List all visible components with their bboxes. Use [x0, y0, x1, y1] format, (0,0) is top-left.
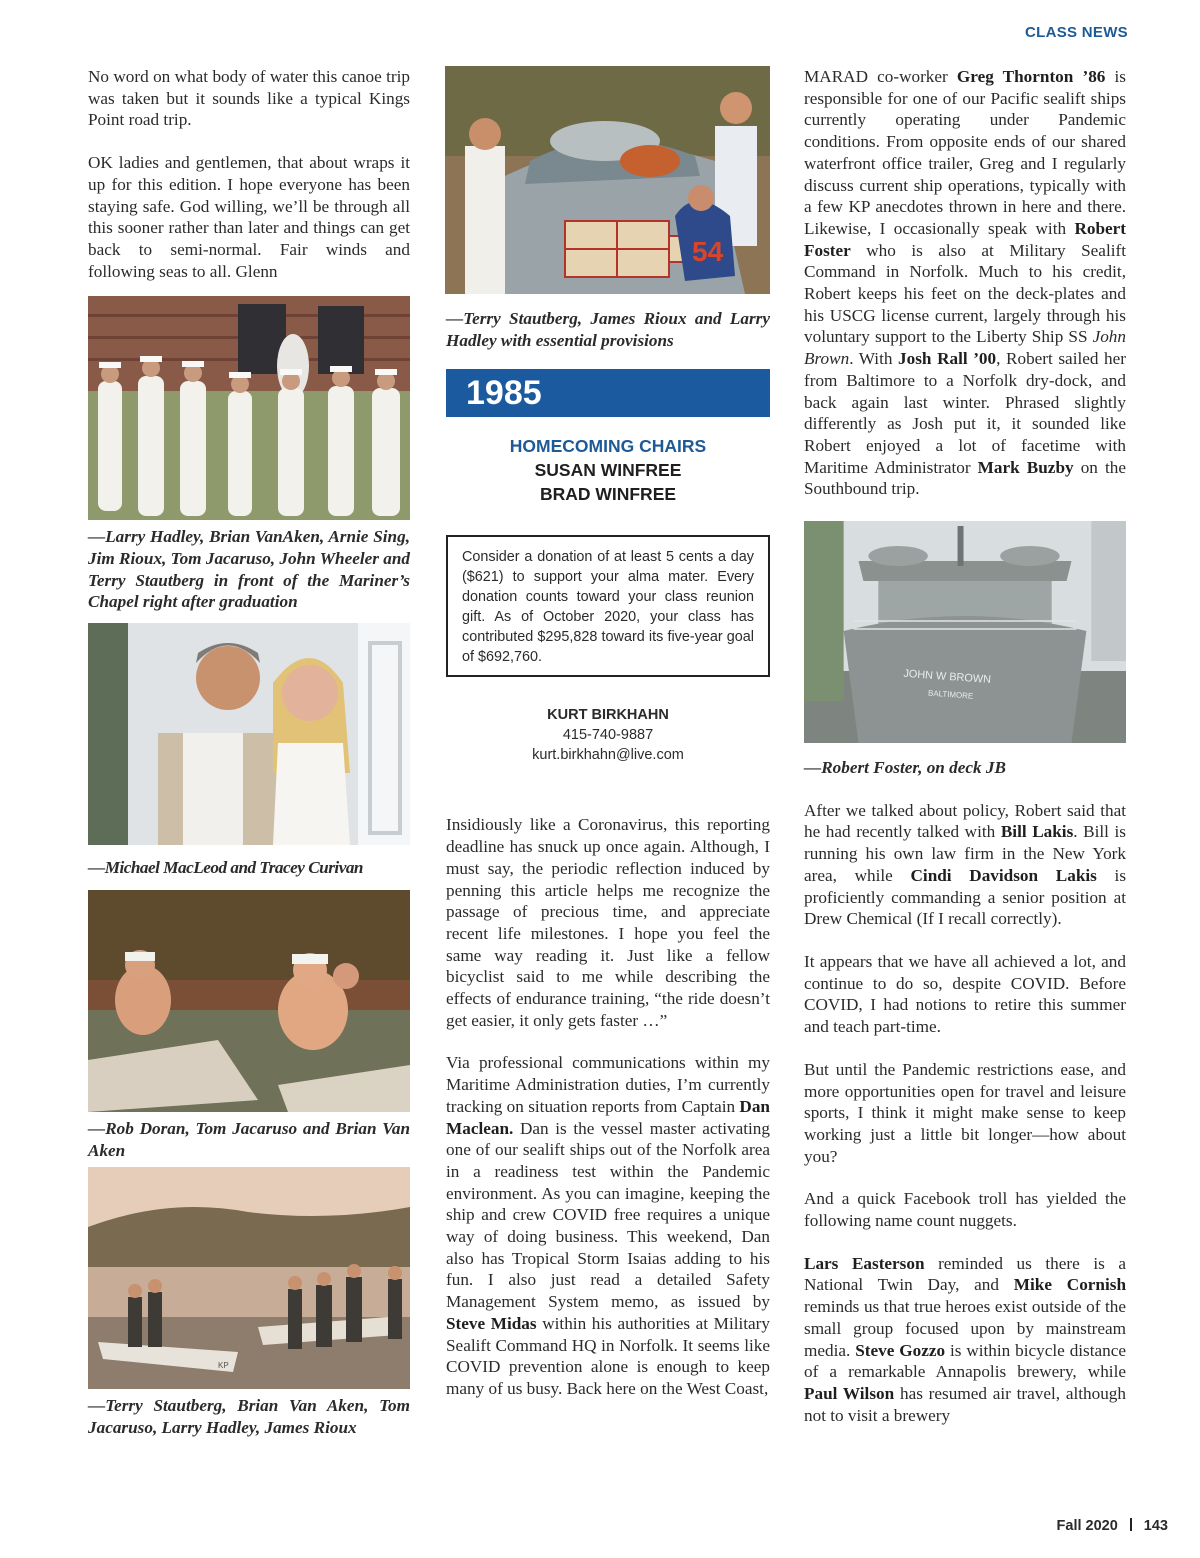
contact-name: KURT BIRKHAHN — [547, 707, 669, 724]
homecoming-chairs — [446, 434, 770, 506]
graduation-photo — [88, 296, 410, 520]
paragraph: MARAD co-worker Greg Thornton ’86 is responsible for one of our Pacific sealift ships currently operating under Pandemic conditions. From opposite ends of our shared waterfront office trailer, Greg and I regularly discuss current ship operations, typically with a few KP anecdotes thrown in here and there. Likewise, I occasionally speak with Robert Foster who is also at Military Sealift Command in Norfolk. Much to his credit, Robert keeps his feet on the deck-plates and his USCG license current, largely through his voluntary support to the Liberty Ship SS John Brown. With Josh Rall ’00, Robert sailed her from Baltimore to a Norfolk dry-dock, and back again last winter. Phrased slightly differently as Josh put it, it sounded like Robert enjoyed a lot of facetime with Maritime Administrator Mark Buzby on the Southbound trip. — [804, 67, 1127, 499]
paragraph: Insidiously like a Coronavirus, this reporting deadline has snuck up once again. Although, I must say, the periodic reflection induced by penning this article helps me recognize the passage of precious time, and appreciate recent life milestones. I hope you feel the same way reading it. Just like a fellow bicyclist said to me while describing the effects of endurance training, “the ride doesn’t get easier, it only gets faster …” — [446, 815, 770, 1030]
jersey-number: 54 — [692, 236, 724, 267]
couple-photo — [88, 623, 410, 845]
photo-caption: —Rob Doran, Tom Jacaruso and Brian Van Aken — [88, 1118, 410, 1160]
ship-home-port: BALTIMORE — [927, 688, 974, 701]
photo-caption: —Terry Stautberg, James Rioux and Larry Hadley with essential provisions — [446, 309, 770, 350]
paragraph: OK ladies and gentlemen, that about wraps it up for this edition. I hope everyone has been staying safe. God willing, we’ll be through all this sooner rather than later and things can get back to semi-normal. Fair winds and following seas to all. Glenn — [88, 153, 410, 281]
column-left — [88, 66, 410, 1439]
person-name: Paul Wilson — [804, 1383, 895, 1403]
class-secretary-contact — [446, 705, 770, 765]
paragraph: And a quick Facebook troll has yielded the following name count nuggets. — [804, 1189, 1126, 1231]
issue-label: Fall 2020 — [1056, 1518, 1118, 1534]
chair-name: BRAD WINFREE — [539, 484, 677, 505]
chairs-title: HOMECOMING CHAIRS — [509, 436, 707, 457]
column-middle — [446, 66, 770, 1400]
class-year-banner: 1985 — [446, 369, 770, 417]
canoe-photo — [88, 890, 410, 1112]
person-name: Mike Cornish — [1013, 1275, 1126, 1295]
person-name: Steve Midas — [446, 1313, 537, 1333]
paragraph: Via professional communications within my Maritime Administration duties, I’m currently tracking on situation reports from Captain Dan Maclean. Dan is the vessel master activating one of our sealift ships out of the Norfolk area in a readiness test within the Pandemic environment. As you can imagine, keeping the ship and crew COVID free requires a unique way of doing business. This weekend, Dan also has Tropical Storm Isaias adding to his fun. I also just read a detailed Safety Management System memo, as issued by Steve Midas within his authorities at Military Sealift Command HQ in Norfolk. It seems like COVID prevention alone is enough to keep many of us busy. Back here on the West Coast, — [446, 1053, 770, 1398]
footer-divider — [1130, 1518, 1132, 1531]
ship-name: John Brown — [804, 327, 1126, 369]
column-right — [804, 66, 1126, 1426]
photo-caption: —Michael MacLeod and Tracey Curivan — [88, 858, 363, 878]
person-name: Mark Buzby — [977, 457, 1074, 477]
photo-caption: —Terry Stautberg, Brian Van Aken, Tom Jacaruso, Larry Hadley, James Rioux — [88, 1396, 410, 1437]
chair-name: SUSAN WINFREE — [534, 460, 682, 481]
svg-text:KP: KP — [218, 1361, 229, 1371]
donation-box: Consider a donation of at least 5 cents a day ($621) to support your alma mater. Every donation counts toward your class reunion gift. As of October 2020, your class has contributed $295,828 toward its five-year goal of $692,760. — [446, 535, 770, 677]
person-name: Josh Rall ’00 — [898, 349, 997, 369]
paragraph: But until the Pandemic restrictions ease, and more opportunities open for travel and leisure sports, I think it might make sense to keep working just a little bit longer—how about you? — [804, 1059, 1126, 1166]
person-name: Steve Gozzo — [855, 1340, 946, 1360]
paragraph: Lars Easterson reminded us there is a National Twin Day, and Mike Cornish reminds us that true heroes exist outside of the small group focused upon by mainstream media. Steve Gozzo is within bicycle distance of a remarkable Annapolis brewery, while Paul Wilson has resumed air travel, although not to visit a brewery — [804, 1253, 1127, 1425]
section-header: CLASS NEWS — [1024, 24, 1128, 41]
photo-caption: —Larry Hadley, Brian VanAken, Arnie Sing, Jim Rioux, Tom Jacaruso, John Wheeler and Terry Stautberg in front of the Mariner’s Chapel right after graduation — [88, 527, 410, 612]
contact-phone: 415-740-9887 — [562, 727, 654, 744]
paragraph: After we talked about policy, Robert said that he had recently talked with Bill Lakis. Bill is running his own law firm in the New York area, while Cindi Davidson Lakis is proficiently commanding a senior position at Drew Chemical (If I recall correctly). — [804, 800, 1127, 929]
person-name: Greg Thornton ’86 — [956, 67, 1106, 86]
person-name: Lars Easterson — [804, 1253, 925, 1273]
page-footer — [1057, 1518, 1168, 1534]
contact-email[interactable]: kurt.birkhahn@live.com — [532, 747, 684, 764]
person-name: Robert Foster — [804, 218, 1126, 260]
provisions-photo — [445, 66, 770, 294]
person-name: Cindi Davidson Lakis — [910, 865, 1097, 885]
paragraph: It appears that we have all achieved a lot, and continue to do so, despite COVID. Before COVID, I had notions to retire this summer and teach part-time. — [804, 951, 1126, 1037]
photo-caption: —Robert Foster, on deck JB — [804, 758, 1006, 778]
page-number: 143 — [1143, 1518, 1168, 1534]
paragraph: No word on what body of water this canoe trip was taken but it sounds like a typical Kings Point road trip. — [88, 67, 410, 130]
ship-hull-name: JOHN W BROWN — [903, 667, 992, 687]
person-name: Bill Lakis — [1000, 822, 1074, 842]
ship-photo — [804, 521, 1126, 743]
person-name: Dan Maclean. — [446, 1096, 770, 1138]
river-photo — [88, 1167, 410, 1389]
